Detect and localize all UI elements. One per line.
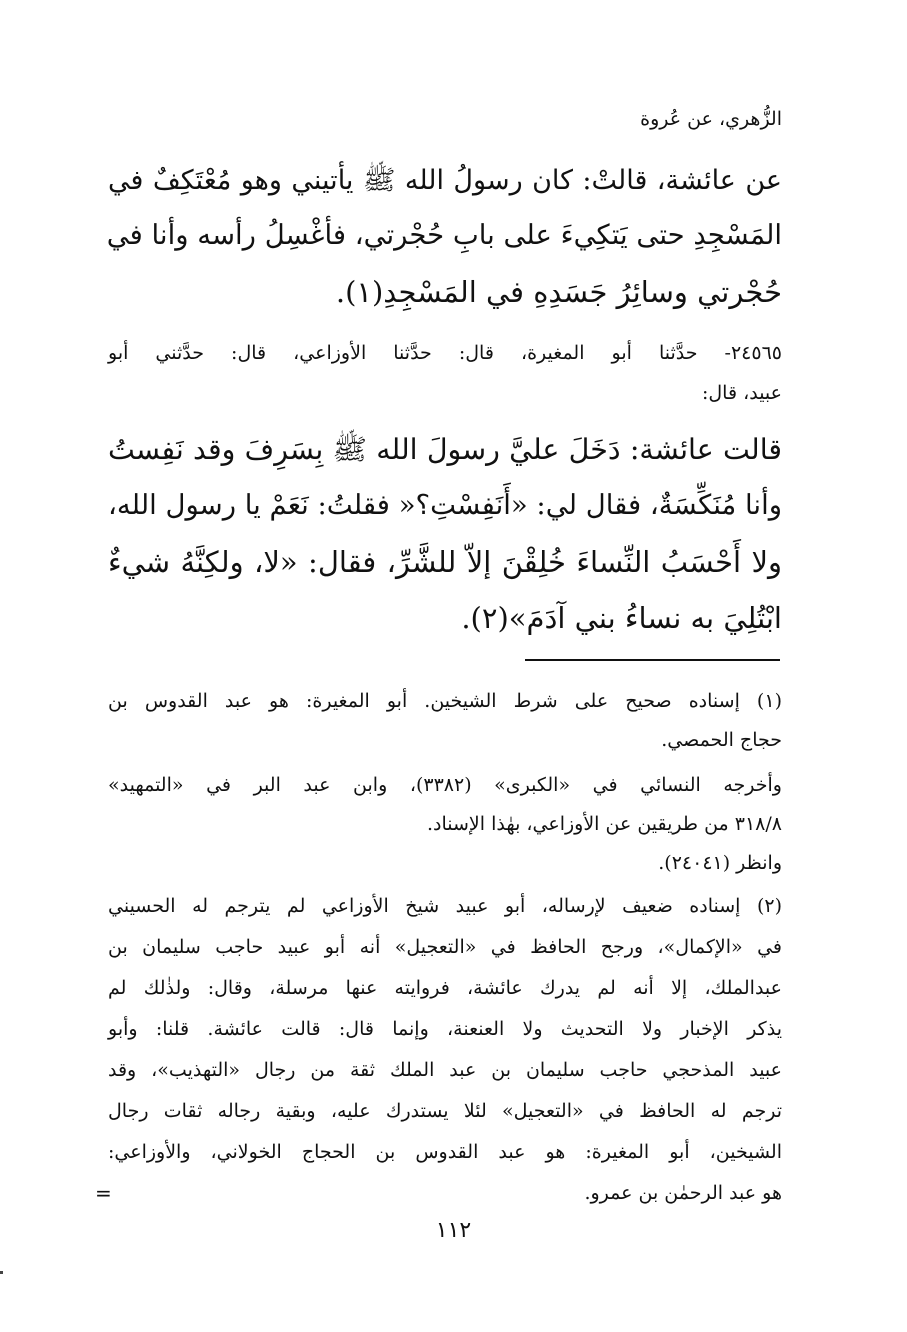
footnote-line: ٣١٨/٨ من طريقين عن الأوزاعي، بهٰذا الإسناد.	[426, 813, 782, 835]
footnote-line: ترجم له الحافظ في «التعجيل» لئلا يستدرك عليه، وبقية رجاله ثقات رجال	[108, 1100, 782, 1122]
footnote-line: (٢) إسناده ضعيف لإرساله، أبو عبيد شيخ الأوزاعي لم يترجم له الحسيني	[108, 895, 782, 917]
scan-speck	[0, 1271, 3, 1274]
footnote-line: وانظر (٢٤٠٤١).	[658, 852, 782, 874]
hadith-1-line-2: المَسْجِدِ حتى يَتكِيءَ على بابِ حُجْرتي، فأغْسِلُ رأسه وأنا في	[106, 219, 782, 251]
footnote-line: وأخرجه النسائي في «الكبرى» (٣٣٨٢)، وابن عبد البر في «التمهيد»	[108, 774, 782, 796]
footnote-line: في «الإكمال»، ورجح الحافظ في «التعجيل» أنه أبو عبيد حاجب سليمان بن	[108, 936, 782, 958]
continuation-mark: =	[95, 1181, 112, 1205]
footnote-line: عبيد المذحجي حاجب سليمان بن عبد الملك ثقة من رجال «التهذيب»، وقد	[108, 1059, 782, 1081]
hadith-2-line-3: ولا أَحْسَبُ النِّساءَ خُلِقْنَ إلاّ للشَّرِّ، فقال: «لا، ولكِنَّهُ شيءٌ	[108, 545, 782, 579]
isnad-line-2: عبيد، قال:	[701, 382, 782, 404]
hadith-2-line-1: قالت عائشة: دَخَلَ عليَّ رسولَ الله ﷺ بِسَرِفَ وقد نَفِستُ	[108, 433, 782, 466]
hadith-1-line-1: عن عائشة، قالتْ: كان رسولُ الله ﷺ يأتيني وهو مُعْتَكِفٌ في	[108, 165, 782, 196]
hadith-2-line-4: ابْتُلِيَ به نساءُ بني آدَمَ»(٢).	[461, 601, 782, 635]
footnote-line: الشيخين، أبو المغيرة: هو عبد القدوس بن الحجاج الخولاني، والأوزاعي:	[108, 1141, 782, 1163]
header-line: الزُّهري، عن عُروة	[640, 108, 782, 130]
footnote-line: حجاج الحمصي.	[661, 729, 782, 751]
hadith-2-line-2: وأنا مُنَكِّسَةٌ، فقال لي: «أَنَفِسْتِ؟« فقلتُ: نَعَمْ يا رسول الله،	[108, 489, 782, 521]
footnote-line: (١) إسناده صحيح على شرط الشيخين. أبو المغيرة: هو عبد القدوس بن	[108, 690, 782, 712]
hadith-1-line-3: حُجْرتي وسائِرُ جَسَدِهِ في المَسْجِدِ(١).	[335, 275, 782, 309]
page-number: ١١٢	[435, 1218, 472, 1243]
footnote-separator	[525, 659, 780, 661]
footnote-line: يذكر الإخبار ولا التحديث ولا العنعنة، وإنما قال: قالت عائشة. قلنا: وأبو	[108, 1018, 782, 1040]
isnad-line-1: ٢٤٥٦٥- حدَّثنا أبو المغيرة، قال: حدَّثنا الأوزاعي، قال: حدَّثني أبو	[108, 342, 782, 364]
footnote-line: هو عبد الرحمٰن بن عمرو.	[584, 1182, 782, 1204]
footnote-line: عبدالملك، إلا أنه لم يدرك عائشة، فروايته عنها مرسلة، وقال: ولذٰلك لم	[108, 977, 782, 999]
